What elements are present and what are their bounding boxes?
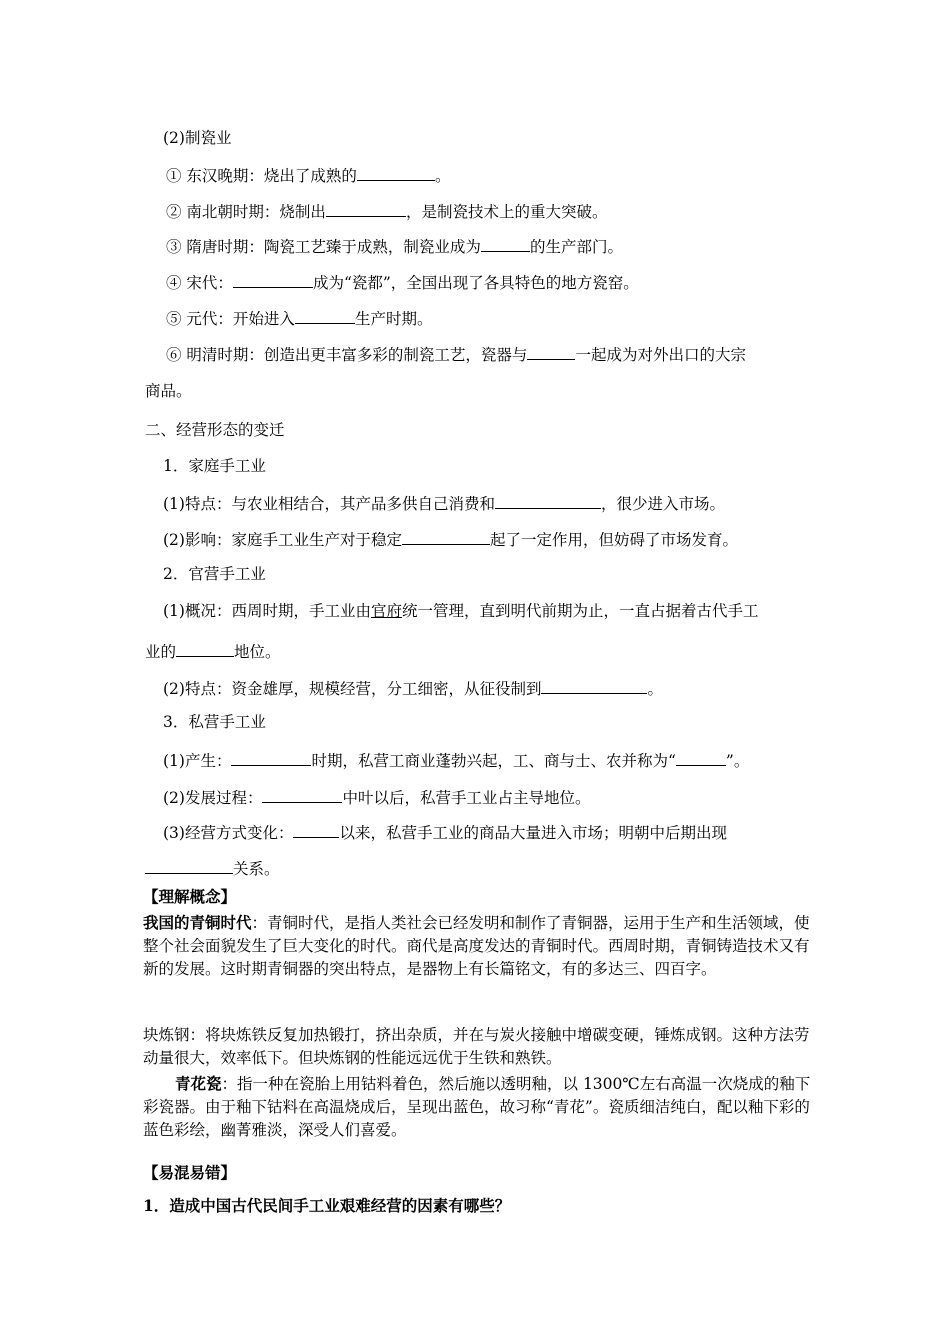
- fill-blank[interactable]: [357, 164, 435, 181]
- blue-white-text: ：指一种在瓷胎上用钴料着色，然后施以透明釉，以 1300℃左右高温一次烧成的釉下彩瓷器。由于釉下钴料在高温烧成后，呈现出蓝色，故习称“青花”。瓷质细洁纯白，配以釉下彩的蓝色彩绘，幽菁雅淡，深受人们喜爱。: [143, 1075, 811, 1139]
- fill-blank[interactable]: [402, 528, 490, 545]
- fill-blank[interactable]: [293, 821, 339, 838]
- fill-blank[interactable]: [326, 200, 406, 217]
- household-impact: (2)影响：家庭手工业生产对于稳定 起了一定作用，但妨碍了市场发育。: [163, 528, 738, 550]
- fill-blank[interactable]: [541, 677, 647, 694]
- blue-white-term: 青花瓷: [175, 1074, 222, 1093]
- household-features: (1)特点：与农业相结合，其产品多供自己消费和 ，很少进入市场。: [163, 492, 725, 514]
- fill-blank[interactable]: [676, 749, 726, 766]
- porcelain-line-5: ⑤ 元代：开始进入 生产时期。: [166, 307, 432, 329]
- subsection-official: 2．官营手工业: [163, 565, 266, 583]
- bronze-age-text: ：青铜时代，是指人类社会已经发明和制作了青铜器，运用于生产和生活领域，使整个社会面貌发生了巨大变化的时代。商代是高度发达的青铜时代。西周时期，青铜铸造技术又有新的发展。这时期青铜器的突出特点，是器物上有长篇铭文，有的多达三、四百字。: [143, 914, 810, 978]
- fill-blank[interactable]: [262, 786, 342, 803]
- porcelain-line-3: ③ 隋唐时期：陶瓷工艺臻于成熟，制瓷业成为 的生产部门。: [166, 235, 623, 257]
- private-development: (2)发展过程： 中叶以后，私营手工业占主导地位。: [163, 786, 590, 808]
- porcelain-line-1: ① 东汉晚期：烧出了成熟的 。: [166, 164, 450, 186]
- official-overview-cont: 业的 地位。: [145, 640, 281, 662]
- fill-blank[interactable]: [527, 343, 575, 360]
- porcelain-line-6: ⑥ 明清时期：创造出更丰富多彩的制瓷工艺，瓷器与 一起成为对外出口的大宗: [166, 343, 746, 365]
- bronze-age-paragraph: [143, 911, 811, 981]
- blue-white-paragraph: [143, 1072, 811, 1142]
- porcelain-line-2: ② 南北朝时期：烧制出 ，是制瓷技术上的重大突破。: [166, 200, 607, 222]
- porcelain-line-6-cont: 商品。: [145, 382, 192, 400]
- section-title: 二、经营形态的变迁: [145, 421, 285, 439]
- fill-blank[interactable]: [176, 640, 234, 657]
- subsection-private: 3．私营手工业: [163, 713, 266, 731]
- porcelain-heading: (2)制瓷业: [163, 129, 232, 147]
- bloomery-steel-paragraph: 块炼钢：将块炼铁反复加热锻打，挤出杂质，并在与炭火接触中增碳变硬，锤炼成钢。这种方法劳动量很大，效率低下。但块炼钢的性能远远优于生铁和熟铁。: [143, 1026, 810, 1067]
- private-operation-cont: 关系。: [145, 857, 280, 879]
- question-1: 1．造成中国古代民间手工业艰难经营的因素有哪些？: [143, 1196, 511, 1215]
- porcelain-line-4: ④ 宋代： 成为“瓷都”，全国出现了各具特色的地方瓷窑。: [166, 271, 639, 293]
- private-operation: (3)经营方式变化： 以来，私营手工业的商品大量进入市场；明朝中后期出现: [163, 821, 727, 843]
- bronze-age-term: 我国的青铜时代: [143, 913, 252, 932]
- fill-blank[interactable]: [233, 271, 313, 288]
- fill-blank[interactable]: [145, 857, 233, 874]
- fill-blank[interactable]: [231, 749, 311, 766]
- confusion-heading: 【易混易错】: [143, 1163, 237, 1182]
- fill-blank[interactable]: [481, 235, 530, 252]
- subsection-household: 1．家庭手工业: [163, 457, 266, 475]
- official-overview: (1)概况：西周时期，手工业由官府统一管理，直到明代前期为止，一直占据着古代手工: [163, 602, 759, 620]
- fill-blank[interactable]: [495, 492, 601, 509]
- official-features: (2)特点：资金雄厚，规模经营，分工细密，从征役制到 。: [163, 677, 663, 699]
- private-origin: (1)产生： 时期，私营工商业蓬勃兴起，工、商与士、农并称为“ ”。: [163, 749, 749, 771]
- fill-blank[interactable]: [295, 307, 355, 324]
- concepts-heading: 【理解概念】: [143, 887, 237, 906]
